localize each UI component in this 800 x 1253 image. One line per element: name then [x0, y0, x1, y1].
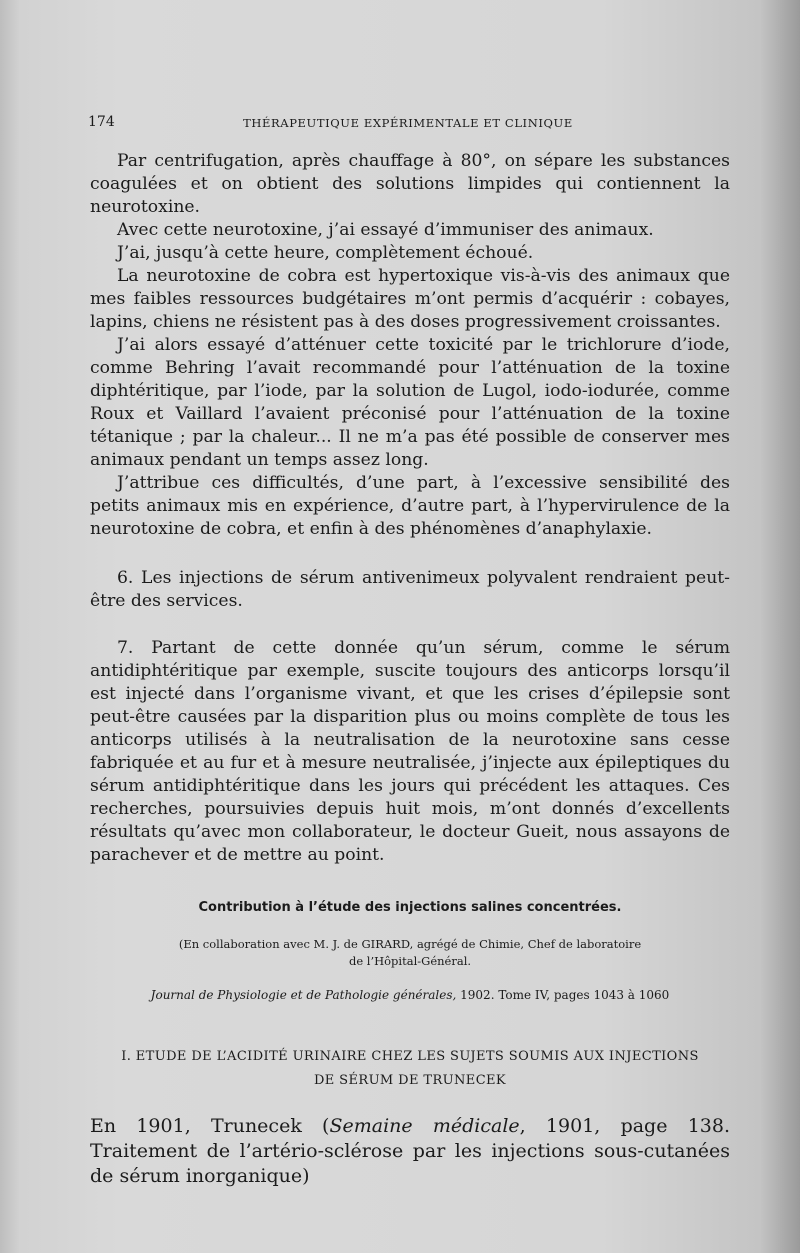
chapter-heading [90, 1045, 730, 1093]
page-number: 174 [88, 114, 115, 130]
collaboration-note [150, 936, 670, 970]
collaboration-line: de l’Hôpital-Général. [348, 954, 472, 968]
paragraph: J’ai alors essayé d’atténuer cette toxicité par le trichlorure d’iode, comme Behring l’avait recommandé pour l’atténuation de la toxine diphtéritique, par l’iode, par la solution de Lugol, iodo-iodurée, comme Roux et Vaillard l’avaient préconisé pour l’atténuation de la toxine tétanique ; par la chaleur... Il ne m’a pas été possible de conserver mes animaux pendant un temps assez long. [90, 335, 730, 470]
paragraph: J’ai, jusqu’à cette heure, complètement échoué. [117, 243, 534, 263]
final-text: En 1901, Trunecek ( [90, 1115, 330, 1137]
collaboration-line: (En collaboration avec M. J. de GIRARD, agrégé de Chimie, Chef de laboratoire [178, 937, 642, 951]
paragraph: Par centrifugation, après chauffage à 80°, on sépare les substances coagulées et on obtient des solutions limpides qui contiennent la neurotoxine. [90, 151, 730, 217]
paragraph-item-7: 7. Partant de cette donnée qu’un sérum, comme le sérum antidiphtéritique par exemple, suscite toujours des anticorps lorsqu’il est injecté dans l’organisme vivant, et que les crises d’épilepsie sont peut-être causées par la disparition plus ou moins complète de tous les anticorps utilisés à la neutralisation de la neurotoxine sans cesse fabriquée et au fur et à mesure neutralisée, j’injecte aux épileptiques du sérum antidiphtéritique dans les jours qui précédent les attaques. Ces recherches, poursuivies depuis huit mois, m’ont donnés d’excellents résultats qu’avec mon collaborateur, le docteur Gueit, nous assayons de parachever et de mettre au point. [90, 638, 730, 865]
body-text [90, 150, 730, 867]
chapter-heading-line: DE SÉRUM DE TRUNECEK [313, 1073, 507, 1088]
journal-details: 1902. Tome IV, pages 1043 à 1060 [460, 988, 670, 1002]
paragraph: La neurotoxine de cobra est hypertoxique vis-à-vis des animaux que mes faibles ressources budgétaires m’ont permis d’acquérir : cobayes, lapins, chiens ne résistent pas à des doses progressivement croissantes. [90, 266, 730, 332]
paragraph: J’attribue ces difficultés, d’une part, à l’excessive sensibilité des petits animaux mis en expérience, d’autre part, à l’hypervirulence de la neurotoxine de cobra, et enfin à des phénomènes d’anaphylaxie. [90, 473, 730, 539]
section-title: Contribution à l’étude des injections salines concentrées. [198, 900, 622, 915]
final-paragraph [90, 1114, 730, 1189]
paragraph-item-6: 6. Les injections de sérum antivenimeux polyvalent rendraient peut-être des services. [90, 568, 730, 611]
journal-title: Journal de Physiologie et de Pathologie générales, [150, 988, 457, 1002]
paragraph: Avec cette neurotoxine, j’ai essayé d’immuniser des animaux. [117, 220, 654, 240]
journal-reference [90, 988, 730, 1002]
final-text-italic: Semaine médicale [329, 1115, 520, 1137]
running-title: THÉRAPEUTIQUE EXPÉRIMENTALE ET CLINIQUE [243, 116, 573, 130]
final-text: , 1901, page 138. Traitement de l’artério-sclérose par les injections sous-cutanées de sérum inorganique) [90, 1115, 730, 1187]
chapter-heading-line: I. ETUDE DE L’ACIDITÉ URINAIRE CHEZ LES SUJETS SOUMIS AUX INJECTIONS [121, 1049, 699, 1064]
